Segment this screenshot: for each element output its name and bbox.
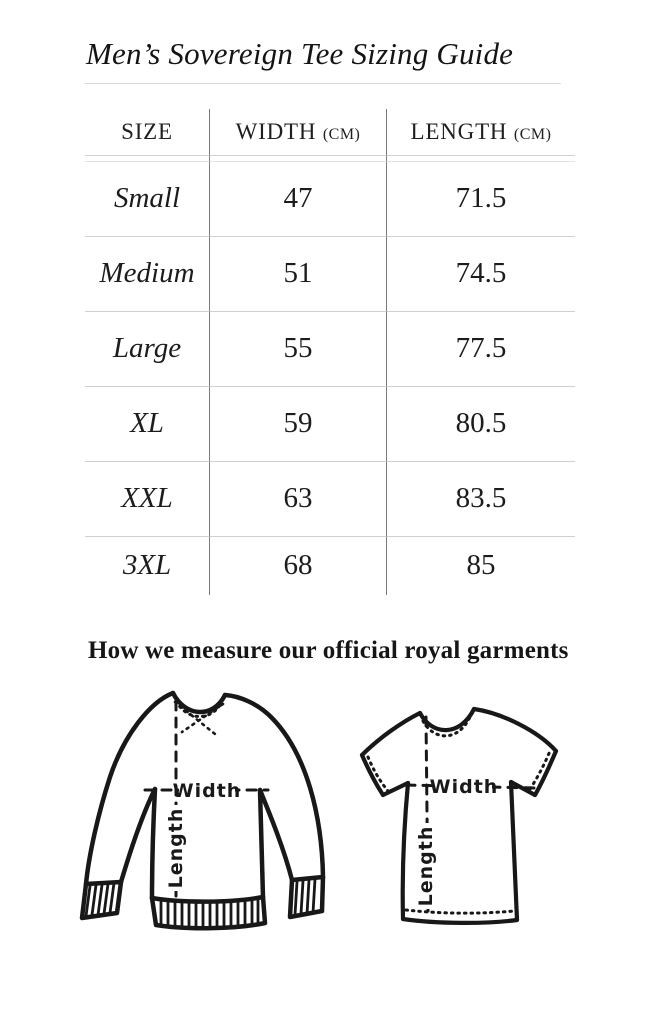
sweater-outline (82, 693, 323, 928)
length-column-header (386, 109, 575, 156)
table-row (85, 312, 575, 387)
length-cell: 83.5 (386, 462, 575, 537)
width-column-unit: (CM) (322, 125, 361, 143)
table-header-row (85, 109, 575, 156)
length-column-label: LENGTH (410, 118, 508, 144)
length-column-unit: (CM) (513, 125, 552, 143)
size-cell: Large (85, 312, 209, 387)
size-cell: Small (85, 162, 209, 237)
length-cell: 80.5 (386, 387, 575, 462)
size-guide-page (0, 36, 664, 1024)
tee-length-label: Length (415, 825, 437, 907)
table-row (85, 537, 575, 595)
length-cell: 85 (386, 537, 575, 595)
table-row (85, 387, 575, 462)
table-row (85, 162, 575, 237)
size-cell: XL (85, 387, 209, 462)
page-title: Men’s Sovereign Tee Sizing Guide (86, 36, 514, 71)
width-cell: 55 (209, 312, 386, 387)
measure-heading: How we measure our official royal garments (88, 636, 569, 664)
table-row (85, 237, 575, 312)
length-cell: 71.5 (386, 162, 575, 237)
size-cell: 3XL (122, 549, 172, 582)
title-divider (85, 83, 561, 84)
size-table (85, 109, 575, 595)
tee-outline (362, 709, 556, 923)
garment-illustrations (72, 677, 664, 949)
tee-width-label: Width (429, 775, 499, 798)
length-cell: 77.5 (386, 312, 575, 387)
length-cell: 74.5 (386, 237, 575, 312)
width-cell: 63 (209, 462, 386, 537)
sweater-illustration (72, 677, 330, 949)
width-cell: 68 (209, 537, 386, 595)
size-cell: Medium (85, 237, 209, 312)
size-cell: XXL (85, 462, 209, 537)
sweater-width-label: Width (172, 779, 242, 802)
width-cell: 59 (209, 387, 386, 462)
sweater-length-label: Length (165, 807, 187, 889)
size-column-header (85, 109, 209, 156)
tee-illustration-wrap (342, 681, 592, 949)
width-cell: 47 (209, 162, 386, 237)
tee-illustration (342, 681, 592, 949)
tee-stitching (368, 717, 550, 913)
size-column-label: SIZE (121, 118, 173, 144)
width-column-label: WIDTH (235, 118, 317, 144)
table-row (85, 462, 575, 537)
width-cell: 51 (209, 237, 386, 312)
width-column-header (209, 109, 386, 156)
